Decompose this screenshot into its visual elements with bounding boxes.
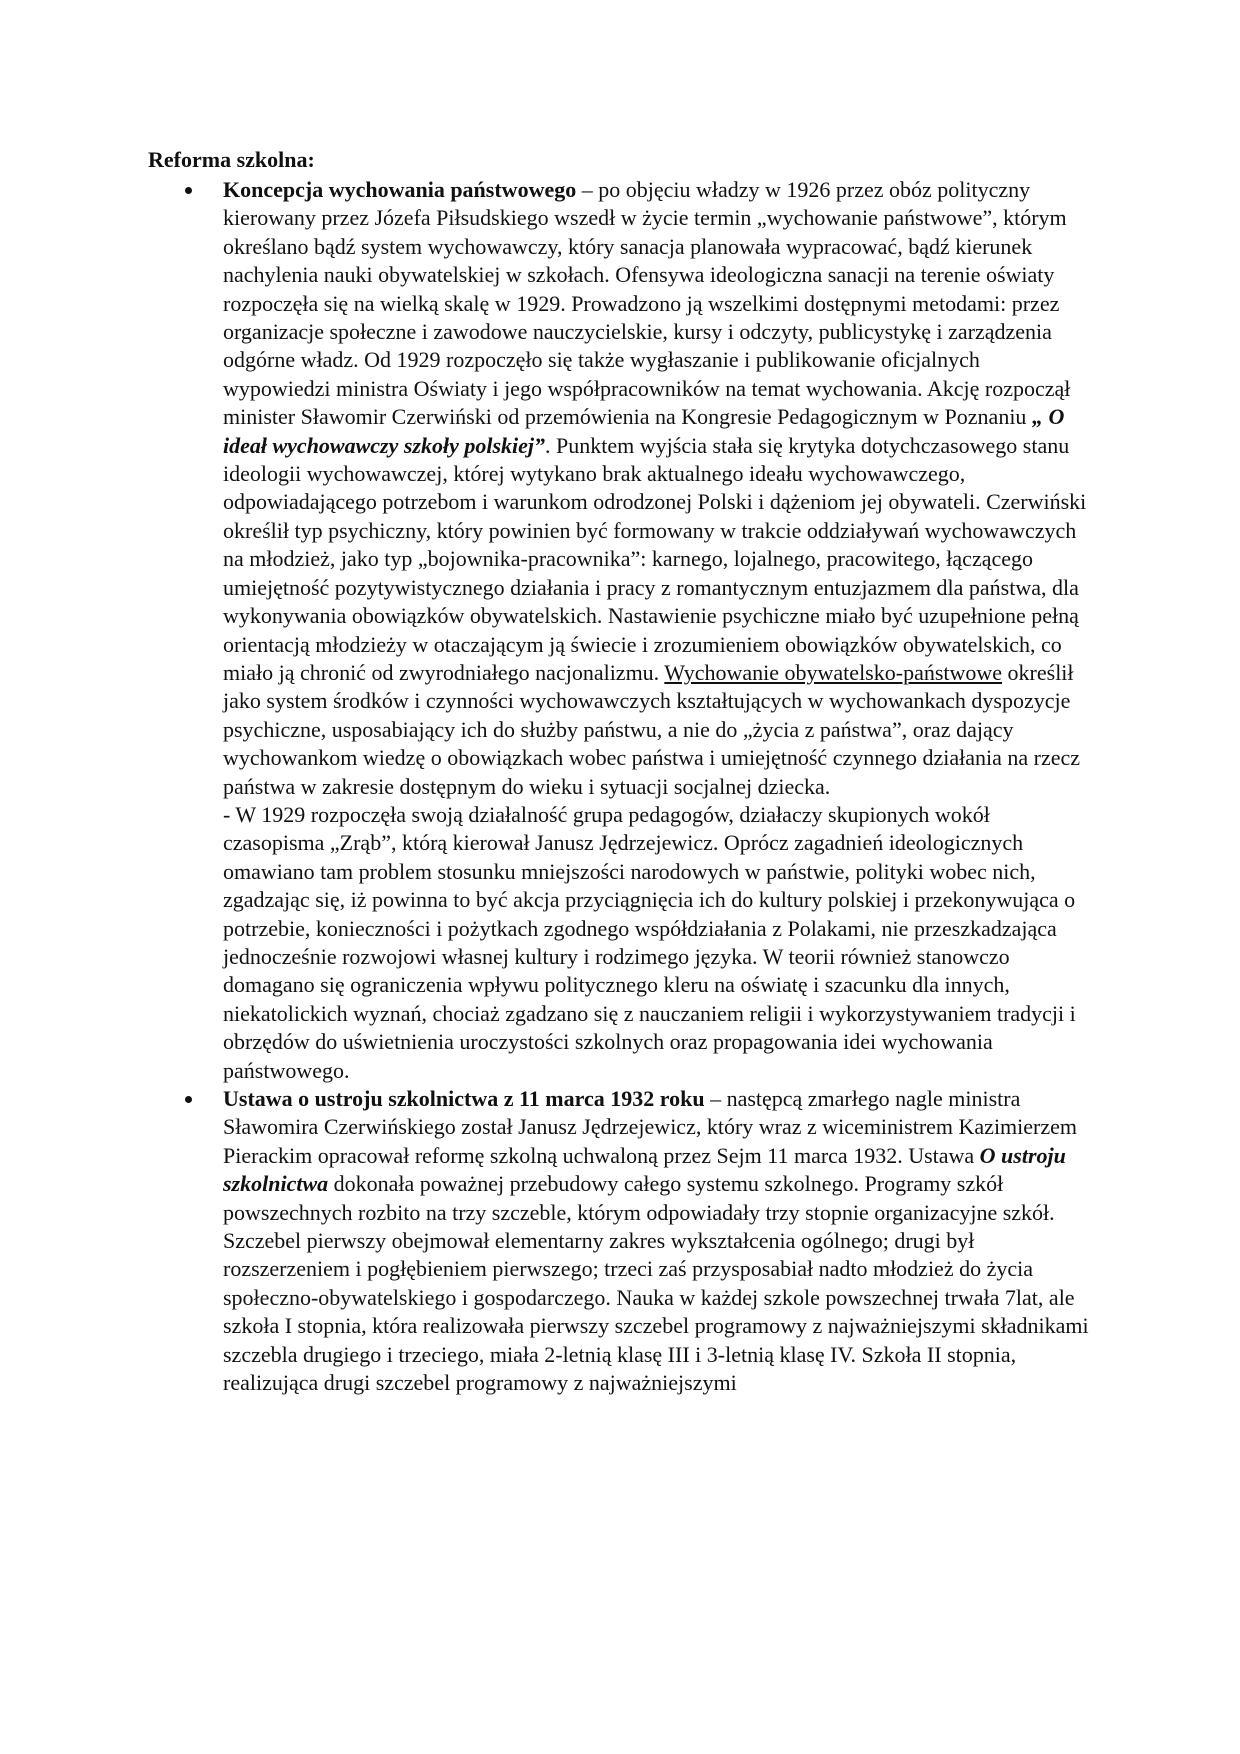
bullet-dot-icon (185, 1096, 192, 1103)
underlined-term: Wychowanie obywatelsko-państwowe (664, 659, 1003, 685)
paragraph (223, 1085, 1092, 1397)
paragraph-text: dokonała poważnej przebudowy całego systemu szkolnego. Programy szkół powszechnych rozbito na trzy szczeble, którym odpowiadały trzy stopnie organizacyjne szkół. Szczebel pierwszy obejmował elementarny zakres wykształcenia ogólnego; drugi był rozszerzeniem i pogłębieniem pierwszego; trzeci zaś przysposabiał nadto młodzież do życia społeczno-obywatelskiego i gospodarczego. Nauka w każdej szkole powszechnej trwała 7lat, ale szkoła I stopnia, która realizowała pierwszy szczebel programowy z najważniejszymi składnikami szczebla drugiego i trzeciego, miała 2-letnią klasę III i 3-letnią klasę IV. Szkoła II stopnia, realizująca drugi szczebel programowy z najważniejszymi (223, 1171, 1089, 1396)
speech-title: „ O ideał wychowawczy szkoły polskiej” (223, 404, 1065, 458)
bullet-item-school-law-1932 (0, 1085, 1240, 1397)
paragraph-text: – po objęciu władzy w 1926 przez obóz polityczny kierowany przez Józefa Piłsudskiego wszedł w życie termin „wychowanie państwowe”, którym określano bądź system wychowawczy, który sanacja planowała wypracować, bądź kierunek nachylenia nauki obywatelskiej w szkołach. Ofensywa ideologiczna sanacji na terenie oświaty rozpoczęła się na wielką skalę w 1929. Prowadzono ją wszelkimi dostępnymi metodami: przez organizacje społeczne i zawodowe nauczycielskie, kursy i odczyty, publicystykę i zarządzenia odgórne władz. Od 1929 rozpoczęło się także wygłaszanie i publikowanie oficjalnych wypowiedzi ministra Oświaty i jego współpracowników na temat wychowania. Akcję rozpoczął minister Sławomir Czerwiński od przemówienia na Kongresie Pedagogicznym w Poznaniu (223, 177, 1071, 430)
section-heading: Reforma szkolna: (148, 147, 315, 172)
bullet-term: Ustawa o ustroju szkolnictwa z 11 marca 1932 roku (223, 1086, 705, 1111)
bullet-list (0, 176, 1240, 1397)
bullet-dot-icon (185, 187, 192, 194)
bullet-item-state-education (0, 176, 1240, 1085)
paragraph-text: – następcą zmarłego nagle ministra Sławomira Czerwińskiego został Janusz Jędrzejewicz, który wraz z wiceministrem Kazimierzem Pierackim opracował reformę szkolną uchwaloną przez Sejm 11 marca 1932. Ustawa (223, 1086, 1078, 1168)
paragraph: - W 1929 rozpoczęła swoją działalność grupa pedagogów, działaczy skupionych wokół czasopisma „Zrąb”, którą kierował Janusz Jędrzejewicz. Oprócz zagadnień ideologicznych omawiano tam problem stosunku mniejszości narodowych w państwie, polityki wobec nich, zgadzając się, iż powinna to być akcja przyciągnięcia ich do kultury polskiej i przekonywująca o potrzebie, konieczności i pożytkach zgodnego współdziałania z Polakami, nie przeszkadzająca jednocześnie rozwojowi własnej kultury i rodzimego języka. W teorii również stanowczo domagano się ograniczenia wpływu politycznego kleru na oświatę i szacunku dla innych, niekatolickich wyznań, chociaż zgadzano się z nauczaniem religii i wykorzystywaniem tradycji i obrzędów do uświetnienia uroczystości szkolnych oraz propagowania idei wychowania państwowego. (223, 801, 1076, 1083)
paragraph-text: . Punktem wyjścia stała się krytyka dotychczasowego stanu ideologii wychowawczej, której wytykano brak aktualnego ideału wychowawczego, odpowiadającego potrzebom i warunkom odrodzonej Polski i dążeniom jej obywateli. Czerwiński określił typ psychiczny, który powinien być formowany w trakcie oddziaływań wychowawczych na młodzież, jako typ „bojownika-pracownika”: karnego, lojalnego, pracowitego, łączącego umiejętność pozytywistycznego działania i pracy z romantycznym entuzjazmem dla państwa, dla wykonywania obowiązków obywatelskich. Nastawienie psychiczne miało być uzupełnione pełną orientacją młodzieży w otaczającym ją świecie i zrozumieniem obowiązków obywatelskich, co miało ją chronić od zwyrodniałego nacjonalizmu. (223, 432, 1087, 685)
bullet-term: Koncepcja wychowania państwowego (223, 177, 577, 202)
paragraph-text: określił jako system środków i czynności wychowawczych kształtujących w wychowankach dyspozycje psychiczne, usposabiający ich do służby państwu, a nie do „życia z państwa”, oraz dający wychowankom wiedzę o obowiązkach wobec państwa i umiejętność czynnego działania na rzecz państwa w zakresie dostępnym do wieku i sytuacji socjalnej dziecka. (223, 659, 1081, 799)
paragraph (223, 176, 1092, 801)
act-title: O ustroju szkolnictwa (223, 1142, 1066, 1197)
